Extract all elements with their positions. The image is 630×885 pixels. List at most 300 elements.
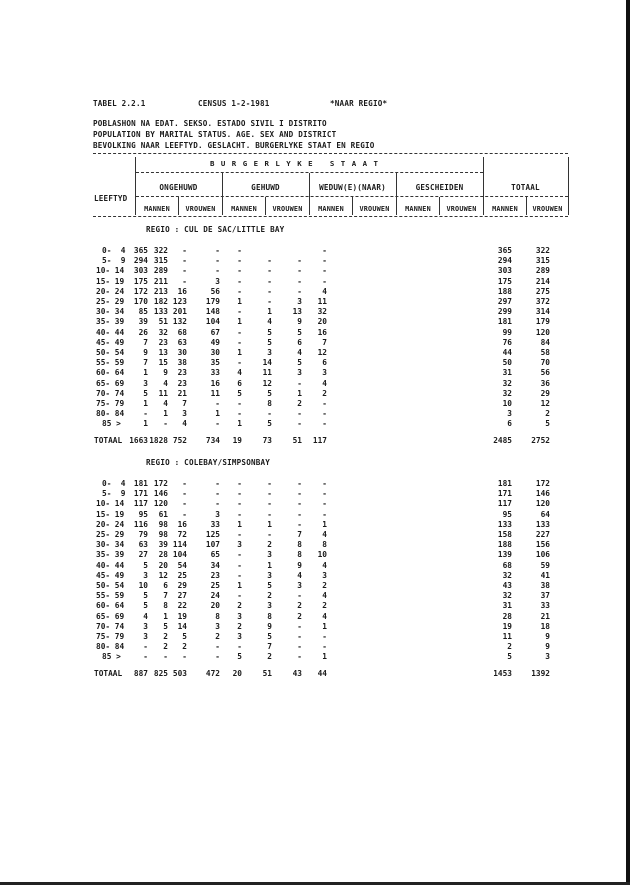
ongehuwd-vrouwen-cell: 120 bbox=[153, 499, 168, 509]
gehuwd-mannen-cell: - bbox=[182, 499, 187, 509]
totaal-mannen-cell: 10 bbox=[502, 399, 512, 408]
weduw-vrouwen-cell: - bbox=[267, 276, 272, 286]
totaal-mannen-cell: 68 bbox=[502, 560, 512, 570]
ongehuwd-vrouwen-cell: 98 bbox=[158, 519, 168, 529]
gehuwd-mannen-cell: 72 bbox=[177, 530, 187, 539]
weduw-mannen-cell: 3 bbox=[237, 540, 242, 550]
totaal-mannen-cell: 11 bbox=[502, 632, 512, 641]
gescheiden-mannen-cell: - bbox=[297, 591, 302, 601]
gescheiden-mannen-cell: 5 bbox=[297, 327, 302, 337]
age-group: TOTAAL bbox=[94, 436, 123, 446]
age-group: 45- 49 bbox=[96, 337, 125, 347]
totaal-mannen-cell: 181 bbox=[497, 317, 512, 327]
weduw-vrouwen-cell: 4 bbox=[267, 317, 272, 327]
ongehuwd-mannen-cell: 85 bbox=[138, 307, 148, 317]
gescheiden-vrouwen-cell: 2 bbox=[322, 388, 327, 398]
ongehuwd-vrouwen-cell: 32 bbox=[158, 327, 168, 337]
weduw-vrouwen-cell: - bbox=[267, 286, 272, 296]
weduw-mannen-cell: - bbox=[237, 499, 242, 509]
gehuwd-mannen-cell: 25 bbox=[177, 570, 187, 580]
gescheiden-mannen-cell: 1 bbox=[297, 388, 302, 398]
totaal-mannen-cell: 175 bbox=[497, 276, 512, 286]
gescheiden-mannen-cell: - bbox=[297, 286, 302, 296]
age-group: 70- 74 bbox=[96, 621, 125, 631]
gehuwd-vrouwen-cell: 104 bbox=[205, 317, 220, 327]
totaal-vrouwen-cell: 227 bbox=[535, 530, 550, 539]
ongehuwd-vrouwen-cell: 1 bbox=[163, 611, 168, 621]
gehuwd-vrouwen-cell: 23 bbox=[210, 570, 220, 580]
gescheiden-vrouwen-cell: 7 bbox=[322, 337, 327, 347]
weduw-mannen-cell: - bbox=[237, 530, 242, 539]
gehuwd-vrouwen-cell: 148 bbox=[205, 307, 220, 317]
gehuwd-vrouwen-cell: - bbox=[215, 499, 220, 509]
totaal-mannen-cell: 99 bbox=[502, 327, 512, 337]
ongehuwd-mannen-cell: 5 bbox=[143, 560, 148, 570]
weduw-mannen-cell: - bbox=[237, 256, 242, 266]
weduw-mannen-cell: - bbox=[237, 409, 242, 419]
age-group: 5- 9 bbox=[102, 489, 126, 499]
gescheiden-vrouwen-cell: 12 bbox=[317, 348, 327, 357]
totaal-mannen-cell: 32 bbox=[502, 378, 512, 388]
totaal-mannen-cell: 95 bbox=[502, 509, 512, 519]
gehuwd-vrouwen-cell: 34 bbox=[210, 560, 220, 570]
ongehuwd-vrouwen-cell: 146 bbox=[153, 489, 168, 499]
ongehuwd-mannen-cell: 5 bbox=[143, 601, 148, 611]
gehuwd-mannen-cell: 3 bbox=[182, 409, 187, 419]
gescheiden-vrouwen-cell: 1 bbox=[322, 519, 327, 529]
gehuwd-mannen-cell: 14 bbox=[177, 621, 187, 631]
age-group: 65- 69 bbox=[96, 611, 125, 621]
women-header: VROUWEN bbox=[185, 205, 216, 213]
gescheiden-mannen-cell: 3 bbox=[297, 297, 302, 306]
gescheiden-mannen-cell: - bbox=[297, 499, 302, 509]
women-header: VROUWEN bbox=[532, 205, 563, 213]
gehuwd-mannen-cell: 68 bbox=[177, 327, 187, 337]
ongehuwd-mannen-cell: 887 bbox=[133, 669, 148, 679]
totaal-mannen-cell: 50 bbox=[502, 358, 512, 368]
totaal-vrouwen-cell: 70 bbox=[540, 358, 550, 368]
group-header-weduwenaar: WEDUW(E)(NAAR) bbox=[319, 183, 386, 192]
totaal-mannen-cell: 32 bbox=[502, 388, 512, 398]
weduw-mannen-cell: - bbox=[237, 266, 242, 276]
ongehuwd-mannen-cell: 3 bbox=[143, 621, 148, 631]
ongehuwd-vrouwen-cell: 211 bbox=[153, 276, 168, 286]
gescheiden-mannen-cell: - bbox=[297, 409, 302, 419]
weduw-vrouwen-cell: - bbox=[267, 509, 272, 519]
age-group: 30- 34 bbox=[96, 540, 125, 550]
totaal-mannen-cell: 32 bbox=[502, 591, 512, 601]
gehuwd-mannen-cell: 27 bbox=[177, 591, 187, 601]
ongehuwd-mannen-cell: 26 bbox=[138, 327, 148, 337]
weduw-vrouwen-cell: 1 bbox=[267, 519, 272, 529]
age-group: 60- 64 bbox=[96, 368, 125, 378]
ongehuwd-mannen-cell: 10 bbox=[138, 581, 148, 590]
ongehuwd-mannen-cell: 5 bbox=[143, 591, 148, 601]
weduw-vrouwen-cell: - bbox=[267, 266, 272, 276]
gehuwd-mannen-cell: 38 bbox=[177, 358, 187, 368]
men-header: MANNEN bbox=[492, 205, 518, 213]
ongehuwd-vrouwen-cell: 9 bbox=[163, 368, 168, 378]
gehuwd-vrouwen-cell: 11 bbox=[210, 388, 220, 398]
age-group: 35- 39 bbox=[96, 317, 125, 327]
totaal-mannen-cell: 171 bbox=[497, 489, 512, 499]
gescheiden-vrouwen-cell: 32 bbox=[317, 307, 327, 317]
ongehuwd-mannen-cell: 7 bbox=[143, 337, 148, 347]
scan-edge-right bbox=[626, 0, 630, 885]
totaal-mannen-cell: 117 bbox=[497, 499, 512, 509]
totaal-vrouwen-cell: 120 bbox=[535, 499, 550, 509]
ongehuwd-mannen-cell: 303 bbox=[133, 266, 148, 276]
totaal-vrouwen-cell: 12 bbox=[540, 399, 550, 408]
totaal-vrouwen-cell: 275 bbox=[535, 286, 550, 296]
gehuwd-mannen-cell: 503 bbox=[172, 669, 187, 679]
weduw-mannen-cell: - bbox=[237, 642, 242, 652]
gescheiden-vrouwen-cell: 117 bbox=[312, 436, 327, 446]
age-group: 25- 29 bbox=[96, 530, 125, 539]
age-group: 70- 74 bbox=[96, 388, 125, 398]
gehuwd-vrouwen-cell: 56 bbox=[210, 286, 220, 296]
ongehuwd-vrouwen-cell: 15 bbox=[158, 358, 168, 368]
group-header-gescheiden: GESCHEIDEN bbox=[415, 183, 464, 192]
title-dutch: BEVOLKING NAAR LEEFTYD. GESLACHT. BURGERLYKE STAAT EN REGIO bbox=[93, 141, 375, 150]
gehuwd-mannen-cell: - bbox=[182, 509, 187, 519]
gescheiden-vrouwen-cell: 4 bbox=[322, 530, 327, 539]
gehuwd-mannen-cell: 201 bbox=[172, 307, 187, 317]
gescheiden-vrouwen-cell: 10 bbox=[317, 550, 327, 560]
weduw-vrouwen-cell: 9 bbox=[267, 621, 272, 631]
ongehuwd-vrouwen-cell: 322 bbox=[153, 246, 168, 255]
gehuwd-mannen-cell: 132 bbox=[172, 317, 187, 327]
totaal-mannen-cell: 297 bbox=[497, 297, 512, 306]
gescheiden-mannen-cell: - bbox=[297, 256, 302, 266]
ongehuwd-mannen-cell: 3 bbox=[143, 378, 148, 388]
women-header: VROUWEN bbox=[272, 205, 303, 213]
gehuwd-vrouwen-cell: 20 bbox=[210, 601, 220, 611]
ongehuwd-mannen-cell: 170 bbox=[133, 297, 148, 306]
ongehuwd-vrouwen-cell: 289 bbox=[153, 266, 168, 276]
gescheiden-vrouwen-cell: - bbox=[322, 266, 327, 276]
age-group: 85 > bbox=[102, 419, 121, 429]
census-date: CENSUS 1-2-1981 bbox=[198, 99, 270, 108]
gehuwd-mannen-cell: 752 bbox=[172, 436, 187, 446]
gehuwd-vrouwen-cell: 35 bbox=[210, 358, 220, 368]
scope-label: *NAAR REGIO* bbox=[330, 99, 388, 108]
women-header: VROUWEN bbox=[446, 205, 477, 213]
age-group: 60- 64 bbox=[96, 601, 125, 611]
totaal-mannen-cell: 158 bbox=[497, 530, 512, 539]
gehuwd-vrouwen-cell: 16 bbox=[210, 378, 220, 388]
weduw-vrouwen-cell: 5 bbox=[267, 632, 272, 641]
weduw-mannen-cell: 1 bbox=[237, 519, 242, 529]
gescheiden-mannen-cell: - bbox=[297, 509, 302, 519]
age-header: LEEFTYD bbox=[94, 194, 128, 203]
gehuwd-mannen-cell: 29 bbox=[177, 581, 187, 590]
weduw-vrouwen-cell: 11 bbox=[262, 368, 272, 378]
ongehuwd-vrouwen-cell: - bbox=[163, 652, 168, 662]
ongehuwd-vrouwen-cell: 7 bbox=[163, 591, 168, 601]
weduw-mannen-cell: - bbox=[237, 489, 242, 499]
weduw-vrouwen-cell: 51 bbox=[262, 669, 272, 679]
age-group: 40- 44 bbox=[96, 327, 125, 337]
weduw-mannen-cell: 1 bbox=[237, 581, 242, 590]
totaal-vrouwen-cell: 41 bbox=[540, 570, 550, 580]
totaal-vrouwen-cell: 179 bbox=[535, 317, 550, 327]
gehuwd-vrouwen-cell: 125 bbox=[205, 530, 220, 539]
weduw-mannen-cell: 6 bbox=[237, 378, 242, 388]
weduw-mannen-cell: - bbox=[237, 286, 242, 296]
gehuwd-vrouwen-cell: 25 bbox=[210, 581, 220, 590]
totaal-mannen-cell: 2 bbox=[507, 642, 512, 652]
gescheiden-vrouwen-cell: - bbox=[322, 399, 327, 408]
gehuwd-mannen-cell: - bbox=[182, 489, 187, 499]
gescheiden-vrouwen-cell: 3 bbox=[322, 368, 327, 378]
totaal-vrouwen-cell: 59 bbox=[540, 560, 550, 570]
gescheiden-vrouwen-cell: 44 bbox=[317, 669, 327, 679]
age-group: TOTAAL bbox=[94, 669, 123, 679]
gehuwd-mannen-cell: 7 bbox=[182, 399, 187, 408]
totaal-vrouwen-cell: 172 bbox=[535, 479, 550, 488]
age-group: 45- 49 bbox=[96, 570, 125, 580]
ongehuwd-mannen-cell: 171 bbox=[133, 489, 148, 499]
gescheiden-mannen-cell: - bbox=[297, 479, 302, 488]
totaal-mannen-cell: 365 bbox=[497, 246, 512, 255]
header-rule-top bbox=[93, 153, 568, 154]
ongehuwd-vrouwen-cell: 51 bbox=[158, 317, 168, 327]
gescheiden-vrouwen-cell: 3 bbox=[322, 570, 327, 580]
gehuwd-vrouwen-cell: - bbox=[215, 256, 220, 266]
gehuwd-vrouwen-cell: 179 bbox=[205, 297, 220, 306]
age-group: 10- 14 bbox=[96, 499, 125, 509]
weduw-vrouwen-cell: 5 bbox=[267, 388, 272, 398]
gehuwd-mannen-cell: - bbox=[182, 266, 187, 276]
weduw-vrouwen-cell: 7 bbox=[267, 642, 272, 652]
weduw-vrouwen-cell: 5 bbox=[267, 419, 272, 429]
totaal-vrouwen-cell: 314 bbox=[535, 307, 550, 317]
gescheiden-vrouwen-cell: - bbox=[322, 419, 327, 429]
gehuwd-mannen-cell: 104 bbox=[172, 550, 187, 560]
gescheiden-mannen-cell: - bbox=[297, 419, 302, 429]
gescheiden-vrouwen-cell: 2 bbox=[322, 581, 327, 590]
weduw-mannen-cell: - bbox=[237, 399, 242, 408]
gehuwd-vrouwen-cell: - bbox=[215, 652, 220, 662]
ongehuwd-mannen-cell: 39 bbox=[138, 317, 148, 327]
gescheiden-vrouwen-cell: 6 bbox=[322, 358, 327, 368]
age-group: 55- 59 bbox=[96, 591, 125, 601]
weduw-vrouwen-cell: - bbox=[267, 530, 272, 539]
gehuwd-vrouwen-cell: 472 bbox=[205, 669, 220, 679]
totaal-vrouwen-cell: 120 bbox=[535, 327, 550, 337]
ongehuwd-mannen-cell: 1 bbox=[143, 399, 148, 408]
weduw-mannen-cell: - bbox=[237, 307, 242, 317]
gehuwd-vrouwen-cell: 1 bbox=[215, 409, 220, 419]
ongehuwd-mannen-cell: 117 bbox=[133, 499, 148, 509]
weduw-mannen-cell: 19 bbox=[232, 436, 242, 446]
gehuwd-mannen-cell: 23 bbox=[177, 378, 187, 388]
age-group: 50- 54 bbox=[96, 348, 125, 357]
totaal-vrouwen-cell: 18 bbox=[540, 621, 550, 631]
gehuwd-mannen-cell: 23 bbox=[177, 368, 187, 378]
gescheiden-mannen-cell: - bbox=[297, 621, 302, 631]
ongehuwd-vrouwen-cell: - bbox=[163, 419, 168, 429]
age-group: 75- 79 bbox=[96, 632, 125, 641]
ongehuwd-mannen-cell: 7 bbox=[143, 358, 148, 368]
table-number: TABEL 2.2.1 bbox=[93, 99, 146, 108]
weduw-mannen-cell: 2 bbox=[237, 621, 242, 631]
weduw-vrouwen-cell: - bbox=[267, 489, 272, 499]
gehuwd-vrouwen-cell: 3 bbox=[215, 276, 220, 286]
totaal-vrouwen-cell: 289 bbox=[535, 266, 550, 276]
gehuwd-mannen-cell: - bbox=[182, 479, 187, 488]
weduw-mannen-cell: 4 bbox=[237, 368, 242, 378]
totaal-vrouwen-cell: 84 bbox=[540, 337, 550, 347]
totaal-vrouwen-cell: 106 bbox=[535, 550, 550, 560]
gehuwd-mannen-cell: 16 bbox=[177, 519, 187, 529]
weduw-vrouwen-cell: 8 bbox=[267, 611, 272, 621]
totaal-mannen-cell: 31 bbox=[502, 368, 512, 378]
weduw-vrouwen-cell: 5 bbox=[267, 327, 272, 337]
age-group: 20- 24 bbox=[96, 519, 125, 529]
ongehuwd-mannen-cell: 1 bbox=[143, 419, 148, 429]
totaal-vrouwen-cell: 21 bbox=[540, 611, 550, 621]
gehuwd-vrouwen-cell: 8 bbox=[215, 611, 220, 621]
age-group: 30- 34 bbox=[96, 307, 125, 317]
totaal-vrouwen-cell: 2 bbox=[545, 409, 550, 419]
totaal-vrouwen-cell: 5 bbox=[545, 419, 550, 429]
weduw-mannen-cell: 20 bbox=[232, 669, 242, 679]
gehuwd-vrouwen-cell: 30 bbox=[210, 348, 220, 357]
title-papiamentu: POBLASHON NA EDAT. SEKSO. ESTADO SIVIL I DISTRITO bbox=[93, 119, 327, 128]
totaal-mannen-cell: 43 bbox=[502, 581, 512, 590]
age-group: 75- 79 bbox=[96, 399, 125, 408]
ongehuwd-mannen-cell: - bbox=[143, 642, 148, 652]
gehuwd-mannen-cell: 114 bbox=[172, 540, 187, 550]
gescheiden-vrouwen-cell: - bbox=[322, 499, 327, 509]
totaal-vrouwen-cell: 372 bbox=[535, 297, 550, 306]
ongehuwd-vrouwen-cell: 39 bbox=[158, 540, 168, 550]
region-title: REGIO : COLEBAY/SIMPSONBAY bbox=[146, 458, 271, 467]
weduw-mannen-cell: 5 bbox=[237, 652, 242, 662]
totaal-vrouwen-cell: 9 bbox=[545, 642, 550, 652]
weduw-mannen-cell: 1 bbox=[237, 297, 242, 306]
gehuwd-mannen-cell: 22 bbox=[177, 601, 187, 611]
weduw-vrouwen-cell: 2 bbox=[267, 591, 272, 601]
gescheiden-mannen-cell: 2 bbox=[297, 611, 302, 621]
gescheiden-vrouwen-cell: - bbox=[322, 632, 327, 641]
totaal-vrouwen-cell: 58 bbox=[540, 348, 550, 357]
gescheiden-mannen-cell: 4 bbox=[297, 570, 302, 580]
totaal-mannen-cell: 133 bbox=[497, 519, 512, 529]
age-group: 80- 84 bbox=[96, 409, 125, 419]
gehuwd-vrouwen-cell: 107 bbox=[205, 540, 220, 550]
weduw-mannen-cell: - bbox=[237, 550, 242, 560]
gescheiden-vrouwen-cell: 2 bbox=[322, 601, 327, 611]
age-group: 35- 39 bbox=[96, 550, 125, 560]
totaal-vrouwen-cell: 1392 bbox=[531, 669, 550, 679]
group-title: B U R G E R L Y K E S T A A T bbox=[210, 159, 379, 168]
divider bbox=[568, 157, 569, 215]
weduw-vrouwen-cell: 2 bbox=[267, 652, 272, 662]
men-header: MANNEN bbox=[231, 205, 257, 213]
gehuwd-mannen-cell: 5 bbox=[182, 632, 187, 641]
totaal-vrouwen-cell: 214 bbox=[535, 276, 550, 286]
weduw-mannen-cell: 3 bbox=[237, 632, 242, 641]
weduw-mannen-cell: 2 bbox=[237, 601, 242, 611]
ongehuwd-mannen-cell: 5 bbox=[143, 388, 148, 398]
gehuwd-mannen-cell: - bbox=[182, 246, 187, 255]
age-group: 0- 4 bbox=[102, 246, 126, 255]
gescheiden-mannen-cell: - bbox=[297, 642, 302, 652]
gescheiden-mannen-cell: 13 bbox=[292, 307, 302, 317]
totaal-vrouwen-cell: 38 bbox=[540, 581, 550, 590]
gescheiden-vrouwen-cell: 11 bbox=[317, 297, 327, 306]
totaal-vrouwen-cell: 146 bbox=[535, 489, 550, 499]
ongehuwd-mannen-cell: 175 bbox=[133, 276, 148, 286]
age-group: 85 > bbox=[102, 652, 121, 662]
weduw-vrouwen-cell: 1 bbox=[267, 307, 272, 317]
gescheiden-mannen-cell: - bbox=[297, 519, 302, 529]
totaal-mannen-cell: 31 bbox=[502, 601, 512, 611]
gescheiden-vrouwen-cell: 1 bbox=[322, 621, 327, 631]
gehuwd-mannen-cell: 63 bbox=[177, 337, 187, 347]
totaal-vrouwen-cell: 9 bbox=[545, 632, 550, 641]
ongehuwd-mannen-cell: 365 bbox=[133, 246, 148, 255]
gescheiden-mannen-cell: 9 bbox=[297, 317, 302, 327]
ongehuwd-vrouwen-cell: 11 bbox=[158, 388, 168, 398]
ongehuwd-vrouwen-cell: 61 bbox=[158, 509, 168, 519]
age-group: 0- 4 bbox=[102, 479, 126, 488]
gehuwd-vrouwen-cell: 734 bbox=[205, 436, 220, 446]
gehuwd-mannen-cell: - bbox=[182, 256, 187, 266]
ongehuwd-mannen-cell: 4 bbox=[143, 611, 148, 621]
totaal-vrouwen-cell: 64 bbox=[540, 509, 550, 519]
weduw-mannen-cell: - bbox=[237, 246, 242, 255]
age-group: 65- 69 bbox=[96, 378, 125, 388]
men-header: MANNEN bbox=[318, 205, 344, 213]
ongehuwd-mannen-cell: 63 bbox=[138, 540, 148, 550]
gescheiden-vrouwen-cell: 16 bbox=[317, 327, 327, 337]
gehuwd-mannen-cell: 123 bbox=[172, 297, 187, 306]
ongehuwd-vrouwen-cell: 23 bbox=[158, 337, 168, 347]
weduw-vrouwen-cell: 2 bbox=[267, 540, 272, 550]
gescheiden-mannen-cell: 6 bbox=[297, 337, 302, 347]
totaal-mannen-cell: 6 bbox=[507, 419, 512, 429]
totaal-vrouwen-cell: 29 bbox=[540, 388, 550, 398]
gescheiden-vrouwen-cell: 4 bbox=[322, 286, 327, 296]
title-english: POPULATION BY MARITAL STATUS. AGE. SEX AND DISTRICT bbox=[93, 130, 337, 139]
gehuwd-mannen-cell: 54 bbox=[177, 560, 187, 570]
weduw-mannen-cell: - bbox=[237, 570, 242, 580]
weduw-vrouwen-cell: - bbox=[267, 256, 272, 266]
weduw-mannen-cell: 1 bbox=[237, 419, 242, 429]
women-header: VROUWEN bbox=[359, 205, 390, 213]
gescheiden-mannen-cell: - bbox=[297, 266, 302, 276]
ongehuwd-vrouwen-cell: 12 bbox=[158, 570, 168, 580]
weduw-vrouwen-cell: 3 bbox=[267, 570, 272, 580]
weduw-vrouwen-cell: 3 bbox=[267, 601, 272, 611]
totaal-mannen-cell: 303 bbox=[497, 266, 512, 276]
gescheiden-mannen-cell: 2 bbox=[297, 601, 302, 611]
ongehuwd-mannen-cell: 27 bbox=[138, 550, 148, 560]
ongehuwd-vrouwen-cell: 1828 bbox=[149, 436, 168, 446]
gescheiden-mannen-cell: 4 bbox=[297, 348, 302, 357]
gescheiden-mannen-cell: - bbox=[297, 276, 302, 286]
totaal-vrouwen-cell: 36 bbox=[540, 378, 550, 388]
weduw-mannen-cell: 3 bbox=[237, 611, 242, 621]
ongehuwd-mannen-cell: 95 bbox=[138, 509, 148, 519]
gescheiden-vrouwen-cell: - bbox=[322, 509, 327, 519]
group-header-gehuwd: GEHUWD bbox=[251, 183, 280, 192]
gehuwd-mannen-cell: 19 bbox=[177, 611, 187, 621]
